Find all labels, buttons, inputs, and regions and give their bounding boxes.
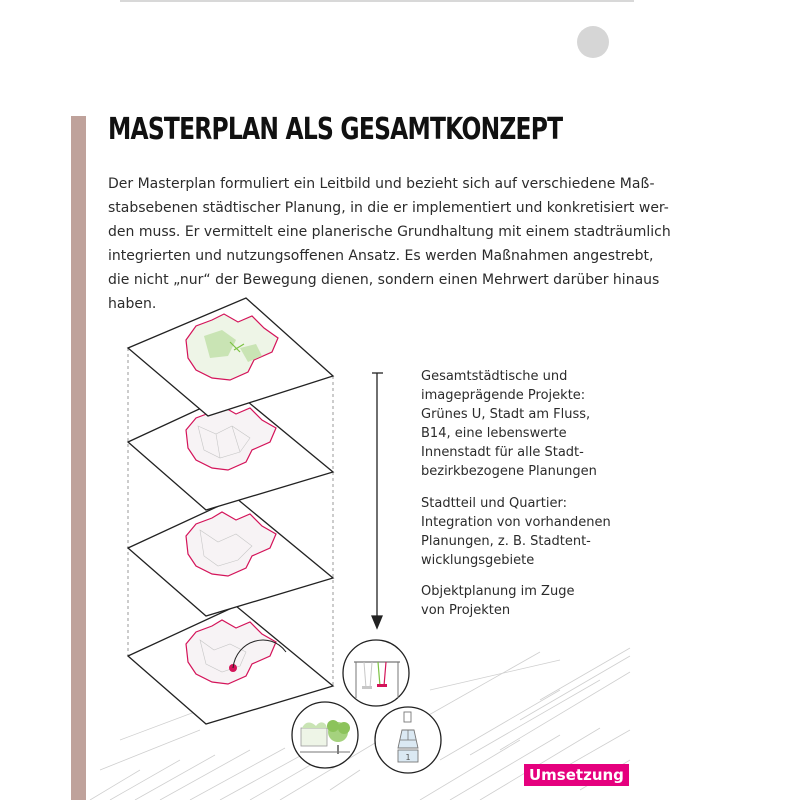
annotation-line: Grünes U, Stadt am Fluss, — [421, 407, 591, 422]
layer-bezirk — [128, 392, 333, 510]
annotation-line: Stadtteil und Quartier: — [421, 496, 567, 511]
page-title: MASTERPLAN ALS GESAMTKONZEPT — [108, 112, 563, 147]
intro-line: den muss. Er vermittelt eine planerische Grundhaltung mit einem stadträumlich — [108, 224, 671, 240]
annotation-stadtteil — [421, 494, 621, 570]
intro-line: die nicht „nur“ der Bewegung dienen, sondern einen Mehrwert darüber hinaus — [108, 272, 660, 288]
annotation-line: Planungen, z. B. Stadtent- — [421, 534, 591, 549]
intro-line: stabsebenen städtischer Planung, in die er implementiert und konkretisiert wer- — [108, 200, 669, 216]
annotation-line: bezirkbezogene Planungen — [421, 464, 597, 479]
annotation-line: imageprägende Projekte: — [421, 388, 586, 403]
umsetzung-tag: Umsetzung — [524, 764, 629, 786]
annotation-objektplanung — [421, 582, 621, 620]
detail-circle-hopscotch — [375, 707, 441, 773]
layer-gesamtstadt — [128, 298, 333, 416]
annotation-line: Gesamtstädtische und — [421, 369, 568, 384]
hopscotch-number: 1 — [405, 753, 411, 762]
intro-line: haben. — [108, 296, 157, 312]
annotation-line: Objektplanung im Zuge — [421, 584, 575, 599]
annotation-line: Innenstadt für alle Stadt- — [421, 445, 584, 460]
annotation-line: B14, eine lebenswerte — [421, 426, 567, 441]
layer-stadtteil — [128, 498, 333, 616]
detail-circle-swing — [343, 640, 409, 706]
annotation-line: wicklungsgebiete — [421, 553, 535, 568]
scale-arrow — [372, 373, 383, 628]
layer-objektplanung — [128, 606, 333, 724]
detail-circle-garden — [292, 702, 358, 768]
intro-line: integrierten und nutzungsoffenen Ansatz. Es werden Maßnahmen angestrebt, — [108, 248, 654, 264]
annotation-gesamtstadt — [421, 367, 621, 481]
intro-line: Der Masterplan formuliert ein Leitbild und bezieht sich auf verschiedene Maß- — [108, 176, 655, 192]
annotation-line: von Projekten — [421, 603, 511, 618]
annotation-line: Integration von vorhandenen — [421, 515, 611, 530]
